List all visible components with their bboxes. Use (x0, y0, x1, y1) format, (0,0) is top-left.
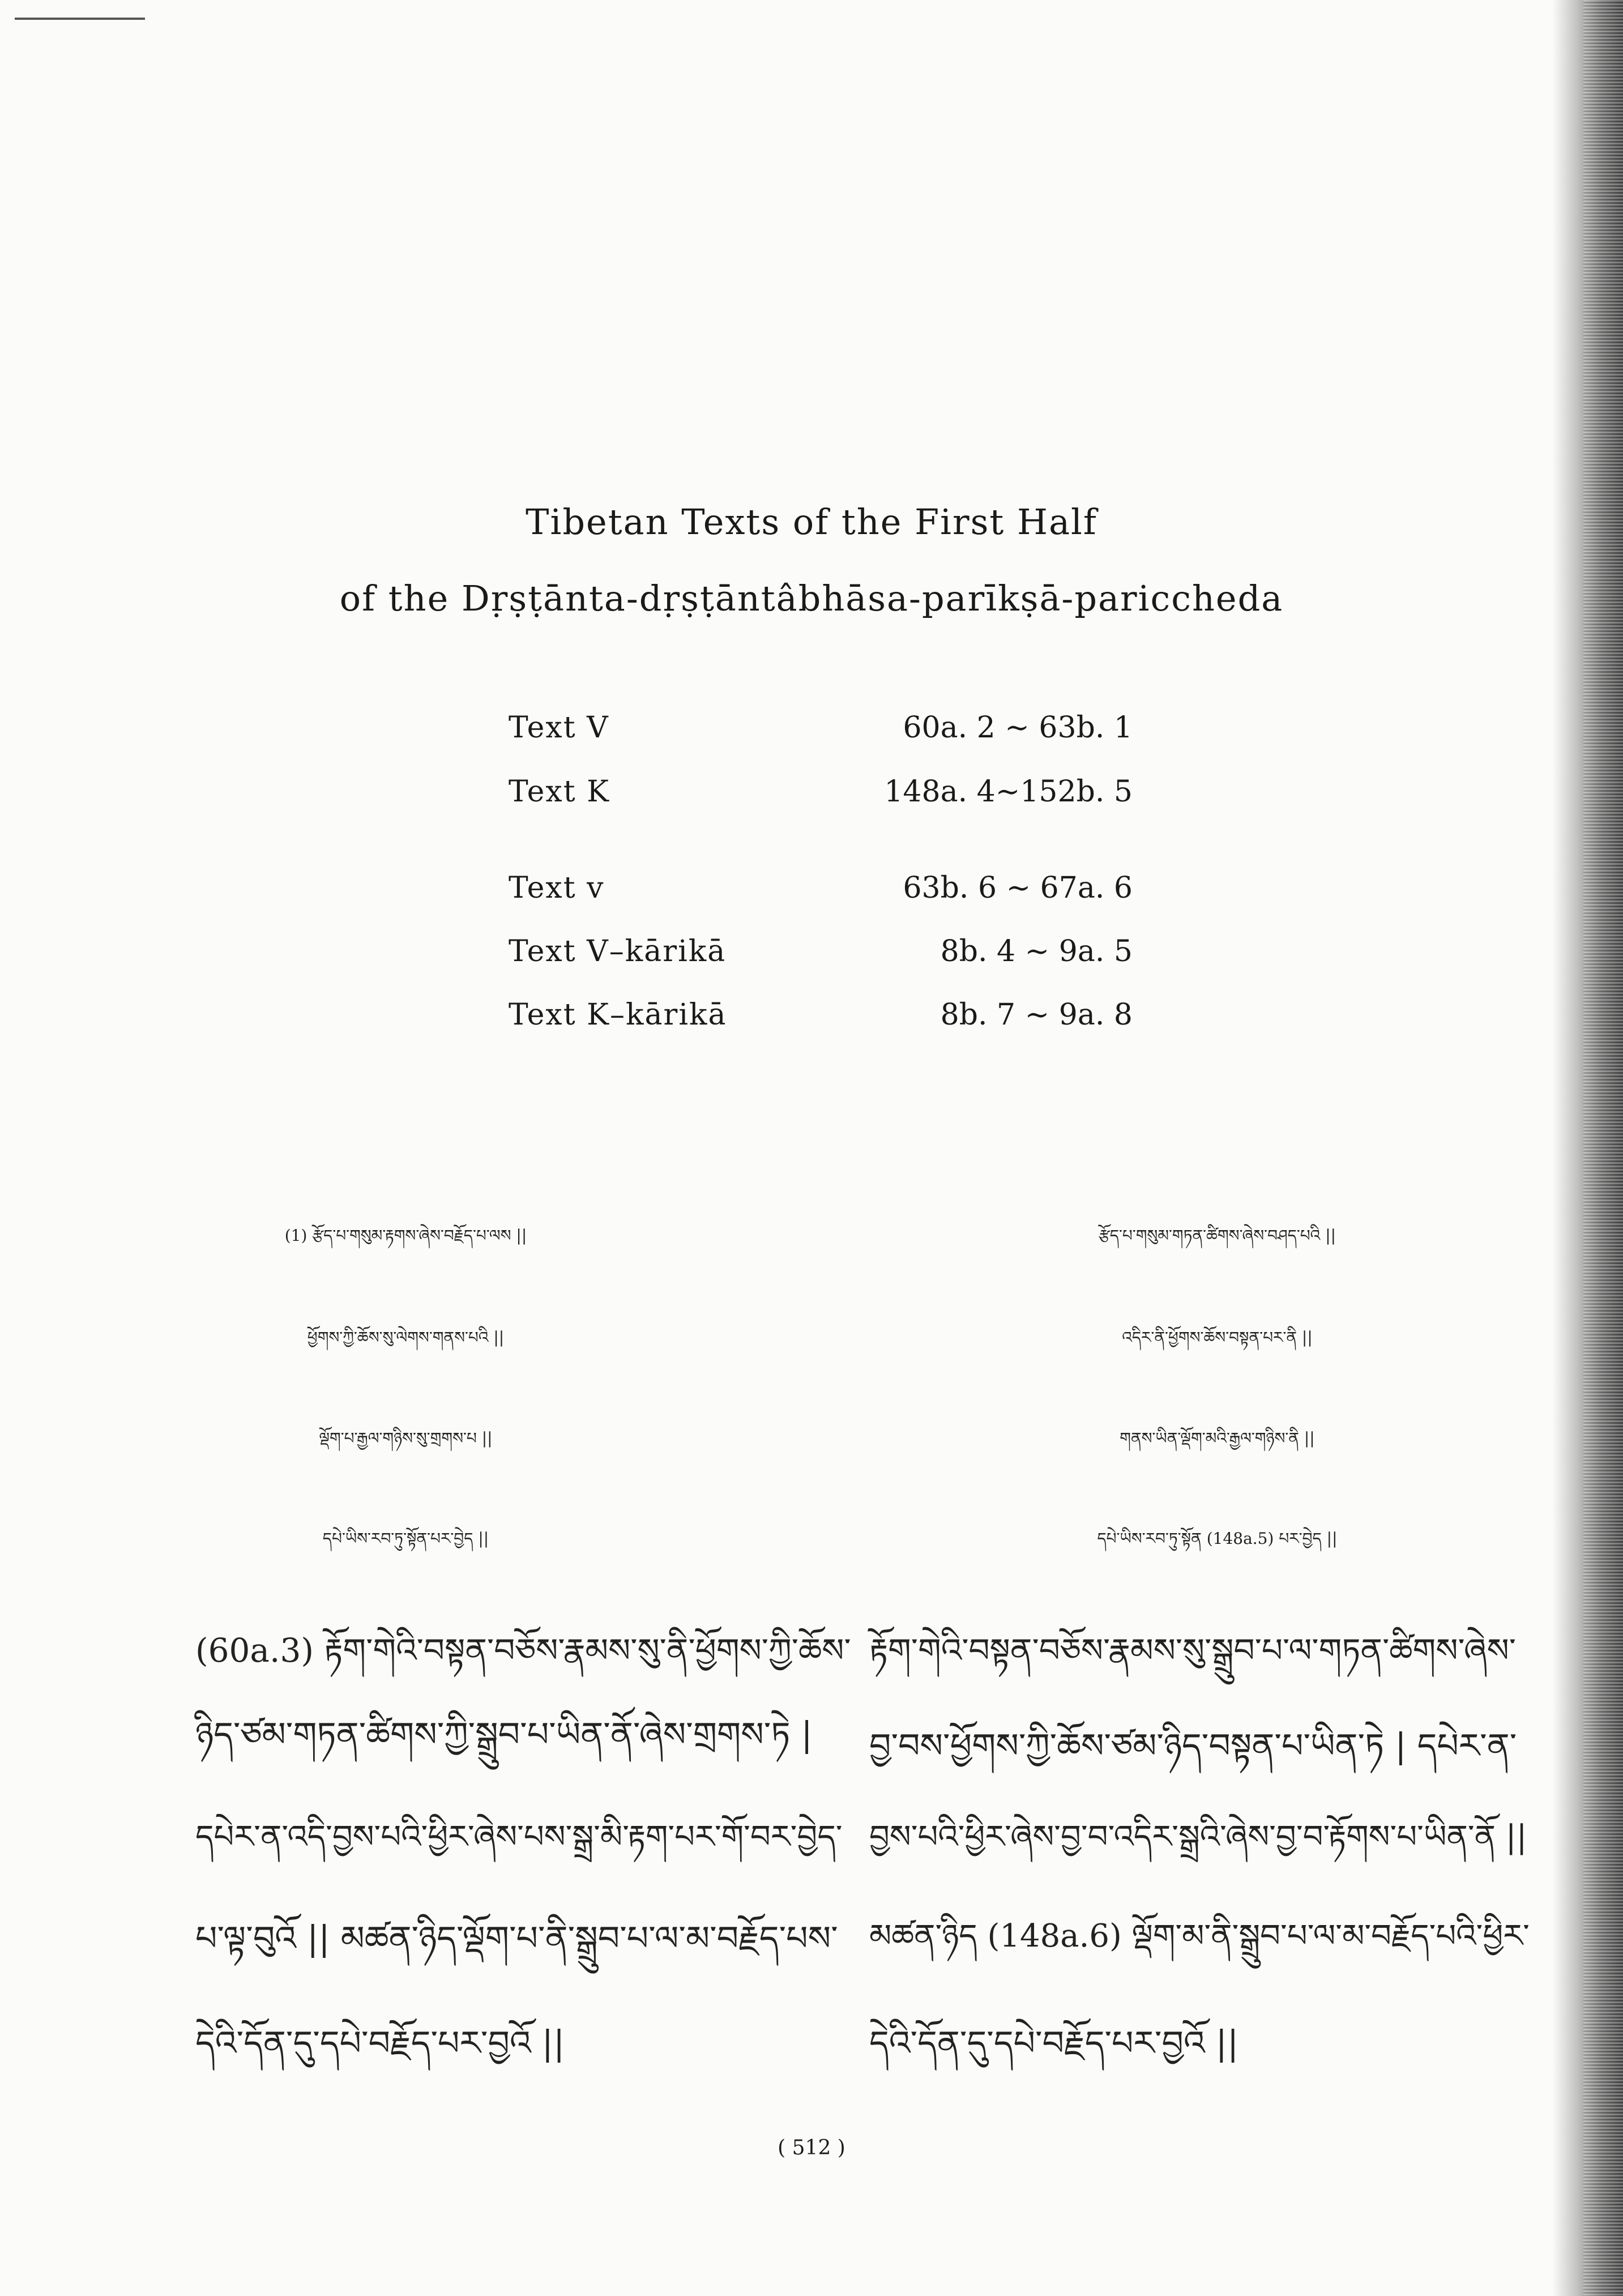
tibetan-left-line: ཉིད་ཙམ་གཏན་ཚིགས་ཀྱི་སྒྲུབ་པ་ཡིན་ནོ་ཞེས་གྲགས་ཏེ | (195, 1715, 813, 1755)
tibetan-right-line: དེའི་དོན་དུ་དཔེ་བརྗོད་པར་བྱའོ || (869, 2024, 1239, 2063)
tibetan-right-line: རྩོད་པ་གསུམ་གཏན་ཚིགས་ཞེས་བཤད་པའི || (1098, 1226, 1336, 1245)
source-name: Text K–kārikā (509, 998, 727, 1032)
tibetan-right-line: གནས་ཡིན་ལྡོག་མའི་རྒྱལ་གཉིས་ནི || (1120, 1429, 1315, 1448)
tibetan-left-line: དཔེར་ན་འདི་བྱས་པའི་ཕྱིར་ཞེས་པས་སྒྲ་མི་རྟག་པར་གོ་བར་བྱེད་ (195, 1819, 843, 1855)
source-range: 60a. 2 ∼ 63b. 1 (903, 711, 1133, 745)
source-range: 63b. 6 ∼ 67a. 6 (903, 871, 1133, 905)
source-name: Text v (509, 871, 605, 905)
tibetan-right-line: བྱས་པའི་ཕྱིར་ཞེས་བྱ་བ་འདིར་སྒྲའི་ཞེས་བྱ་བ་རྟོགས་པ་ཡིན་ནོ || (869, 1819, 1527, 1855)
tibetan-left-line: (1) རྩོད་པ་གསུམ་རྟགས་ཞེས་བརྗོད་པ་ལས || (284, 1226, 527, 1245)
source-row (0, 934, 1623, 980)
source-row (0, 871, 1623, 916)
tibetan-right-line: བྱ་བས་ཕྱོགས་ཀྱི་ཆོས་ཙམ་ཉིད་བསྟན་པ་ཡིན་ཏེ | དཔེར་ན་ (869, 1726, 1517, 1766)
source-range: 8b. 7 ∼ 9a. 8 (940, 998, 1133, 1032)
tibetan-right-line: མཚན་ཉིད (148a.6) ལྡོག་མ་ནི་སྒྲུབ་པ་ལ་མ་བརྗོད་པའི་ཕྱིར་ (869, 1918, 1530, 1954)
tibetan-right-line: དཔེ་ཡིས་རབ་ཏུ་སྟོན (148a.5) པར་བྱེད || (1097, 1529, 1338, 1548)
tibetan-left-line: ཕྱོགས་ཀྱི་ཆོས་སུ་ལེགས་གནས་པའི || (307, 1328, 505, 1347)
tibetan-right-line: རྟོག་གེའི་བསྟན་བཅོས་རྣམས་སུ་སྒྲུབ་པ་ལ་གཏན་ཚིགས་ཞེས་ (869, 1631, 1516, 1670)
tibetan-left-line: (60a.3) རྟོག་གེའི་བསྟན་བཅོས་རྣམས་སུ་ནི་ཕྱོགས་ཀྱི་ཆོས་ (195, 1631, 851, 1670)
top-rule (15, 18, 145, 20)
tibetan-left-line: ལྡོག་པ་རྒྱལ་གཉིས་སུ་གྲགས་པ || (319, 1429, 493, 1448)
tibetan-left-line: དཔེ་ཡིས་རབ་ཏུ་སྟོན་པར་བྱེད || (322, 1529, 489, 1548)
tibetan-left-line: དེའི་དོན་དུ་དཔེ་བརྗོད་པར་བྱའོ || (195, 2024, 565, 2063)
title-line-2: of the Dṛṣṭānta-dṛṣṭāntâbhāsa-parīkṣā-pariccheda (339, 578, 1284, 619)
title-line-1: Tibetan Texts of the First Half (526, 501, 1097, 543)
source-row (0, 711, 1623, 756)
source-name: Text V–kārikā (509, 934, 727, 968)
page-edge-shadow (1552, 0, 1623, 2296)
source-range: 8b. 4 ∼ 9a. 5 (940, 934, 1133, 968)
source-row (0, 775, 1623, 820)
source-row (0, 998, 1623, 1043)
tibetan-left-line: པ་ལྟ་བུའོ || མཚན་ཉིད་ལྡོག་པ་ནི་སྒྲུབ་པ་ལ་མ་བརྗོད་པས་ (195, 1919, 838, 1958)
source-range: 148a. 4∼152b. 5 (884, 775, 1133, 809)
source-name: Text K (509, 775, 610, 809)
source-name: Text V (509, 711, 609, 745)
tibetan-right-line: འདིར་ནི་ཕྱོགས་ཆོས་བསྟན་པར་ནི || (1122, 1328, 1313, 1347)
page-number: ( 512 ) (778, 2136, 845, 2160)
